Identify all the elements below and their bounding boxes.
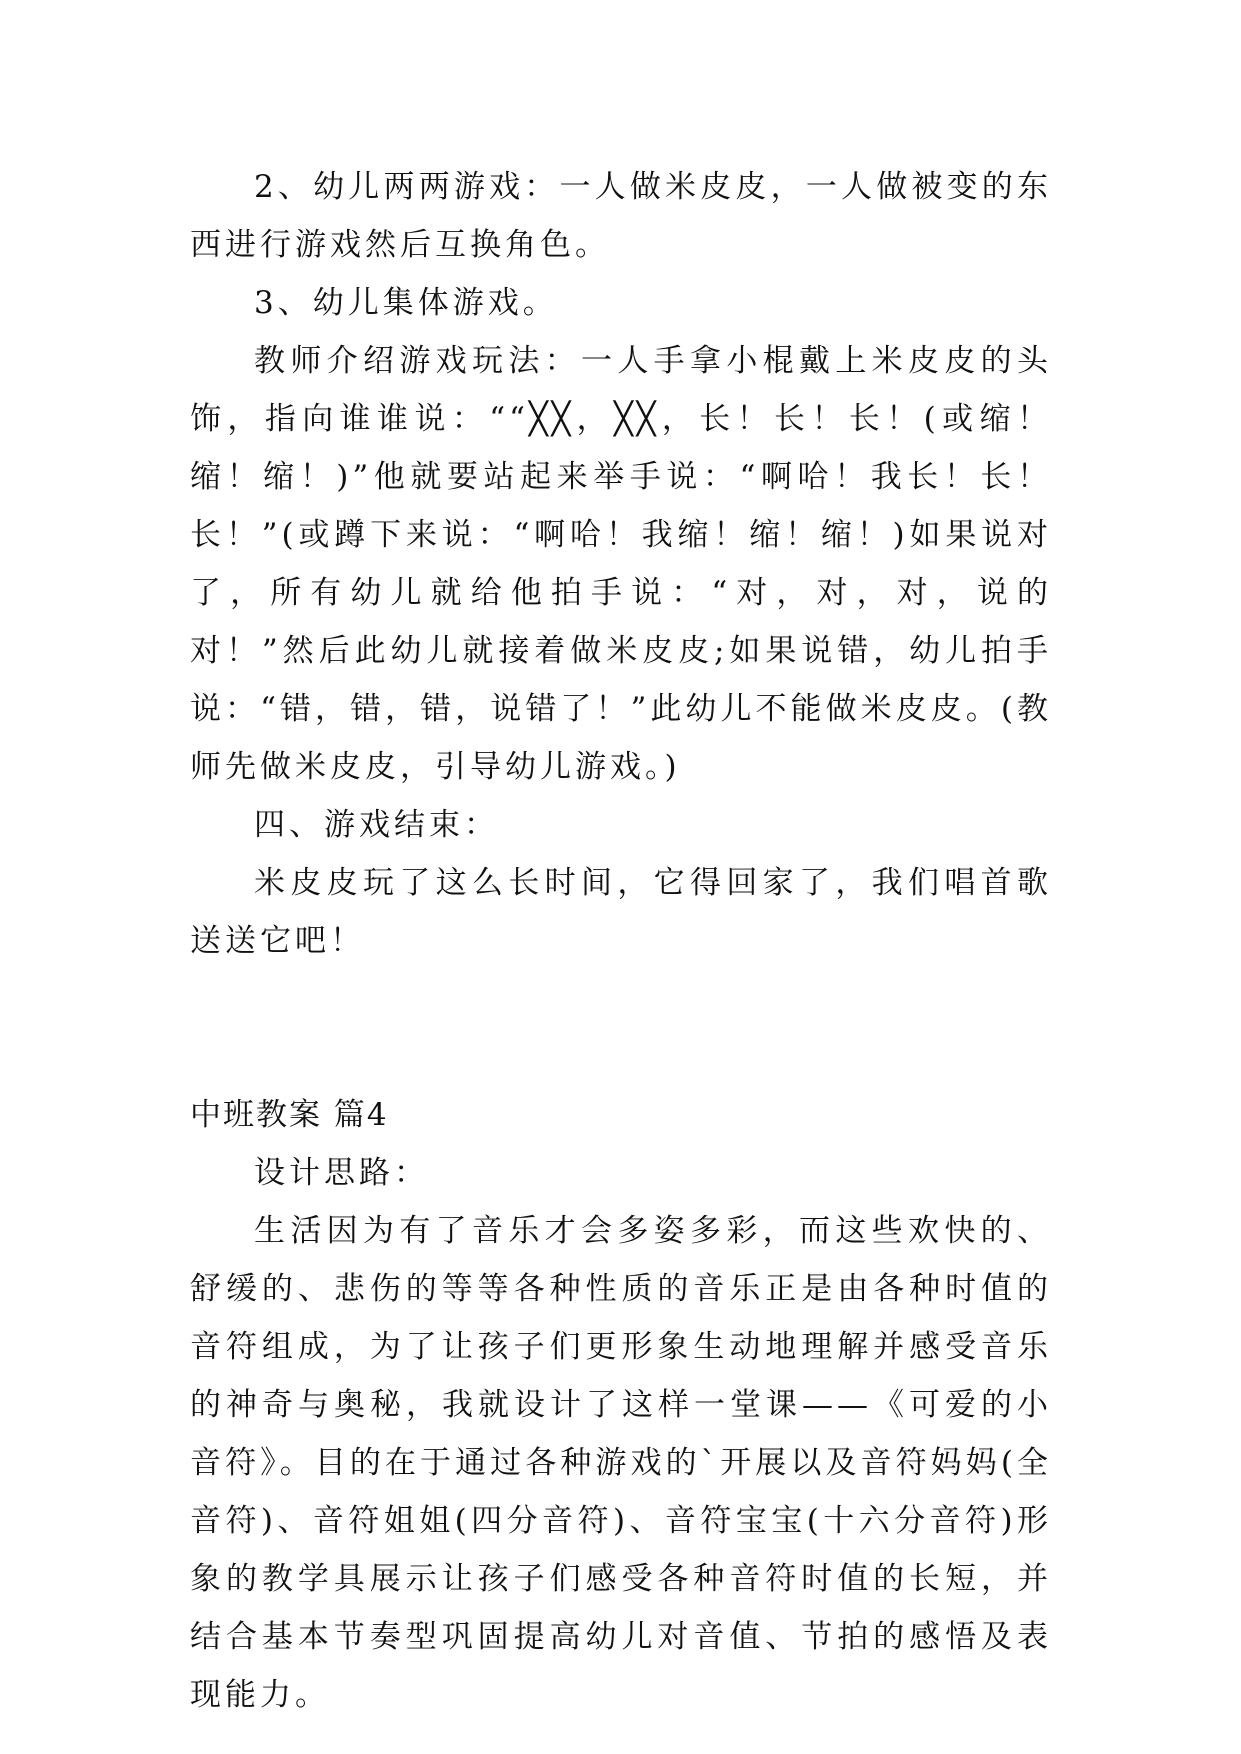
section-title: 中班教案 篇4 — [190, 1097, 389, 1133]
paragraph-pair-game: 2、幼儿两两游戏：一人做米皮皮，一人做被变的东西进行游戏然后互换角色。 — [190, 169, 1052, 263]
paragraph-game-end: 米皮皮玩了这么长时间，它得回家了，我们唱首歌送送它吧！ — [190, 865, 1052, 959]
section-spacer — [190, 970, 1052, 1086]
paragraph-design-heading: 设计思路： — [254, 1155, 429, 1191]
paragraph-design-ideas: 生活因为有了音乐才会多姿多彩，而这些欢快的、舒缓的、悲伤的等等各种性质的音乐正是由各种时值的音符组成，为了让孩子们更形象生动地理解并感受音乐的神奇与奥秘，我就设计了这样一堂课——《可爱的小音符》。目的在于通过各种游戏的`开展以及音符妈妈(全音符)、音符姐姐(四分音符)、音符宝宝(十六分音符)形象的教学具展示让孩子们感受各种音符时值的长短，并结合基本节奏型巩固提高幼儿对音值、节拍的感悟及表现能力。 — [190, 1213, 1052, 1713]
paragraph-game-rules: 教师介绍游戏玩法：一人手拿小棍戴上米皮皮的头饰，指向谁谁说：““╳╳，╳╳，长！长！长！(或缩！缩！缩！)”他就要站起来举手说：“啊哈！我长！长！长！”(或蹲下来说：“啊哈！我缩！缩！缩！)如果说对了，所有幼儿就给他拍手说：“对，对，对，说的对！”然后此幼儿就接着做米皮皮;如果说错，幼儿拍手说：“错，错，错，说错了！”此幼儿不能做米皮皮。(教师先做米皮皮，引导幼儿游戏。) — [190, 343, 1052, 785]
document-body — [190, 158, 1052, 1724]
paragraph-group-game: 3、幼儿集体游戏。 — [254, 285, 558, 321]
paragraph-game-end-heading: 四、游戏结束： — [254, 807, 499, 843]
